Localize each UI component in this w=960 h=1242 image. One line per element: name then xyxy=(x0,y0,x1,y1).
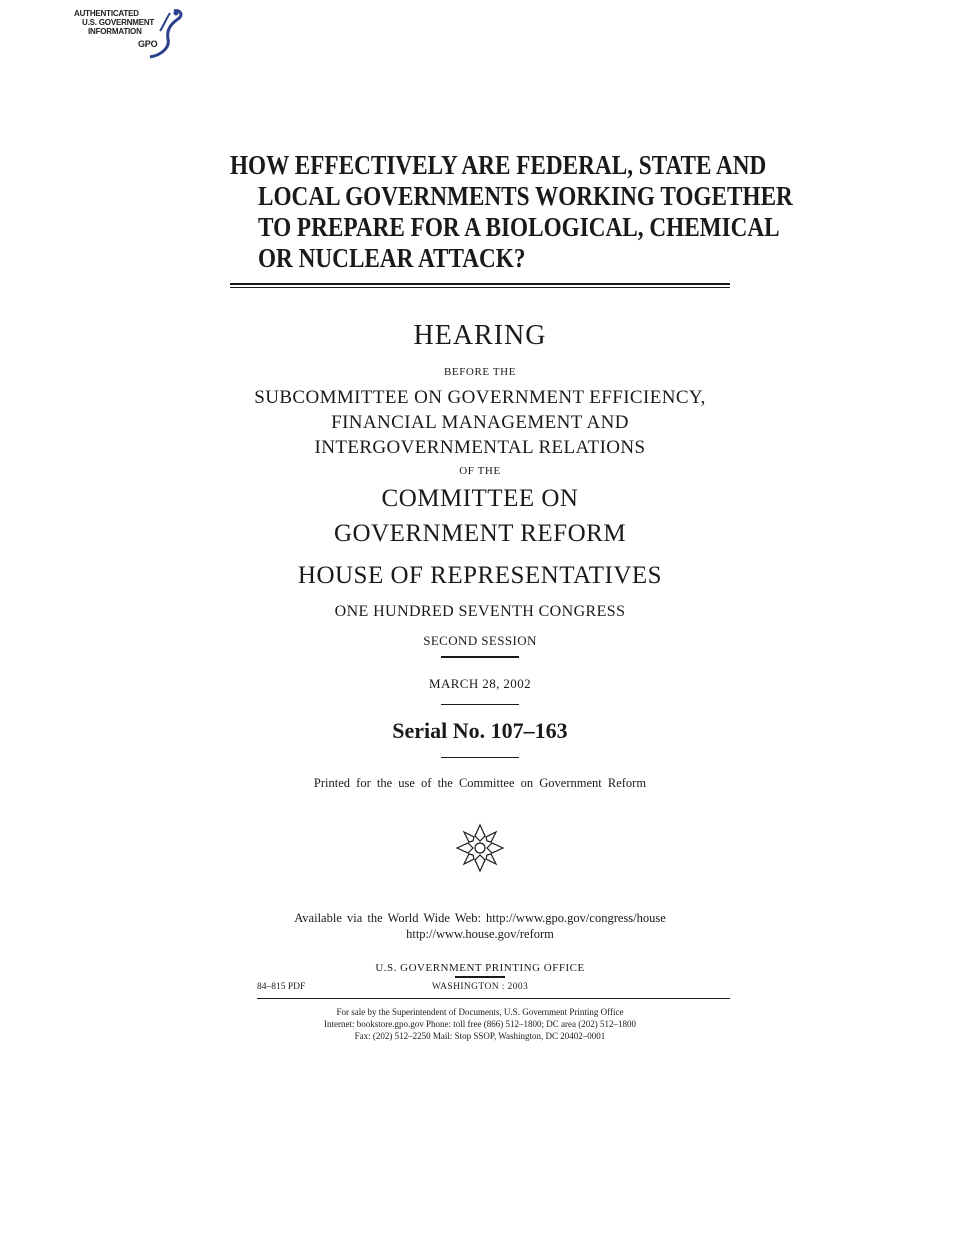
washington-year: WASHINGTON : 2003 xyxy=(431,982,529,992)
printing-office: U.S. GOVERNMENT PRINTING OFFICE xyxy=(375,962,585,974)
seal-text-line: AUTHENTICATED xyxy=(74,9,139,18)
subcommittee-line: INTERGOVERNMENTAL RELATIONS xyxy=(314,437,646,458)
hearing-date: MARCH 28, 2002 xyxy=(428,676,532,691)
subcommittee-line: FINANCIAL MANAGEMENT AND xyxy=(331,412,629,433)
hearing-title xyxy=(230,150,793,274)
house-name: HOUSE OF REPRESENTATIVES xyxy=(297,562,663,589)
of-the-label: OF THE xyxy=(459,465,501,477)
title-line: OR NUCLEAR ATTACK? xyxy=(258,243,526,273)
sale-info-line: Fax: (202) 512–2250 Mail: Stop SSOP, Washington, DC 20402–0001 xyxy=(354,1031,606,1041)
committee-line: GOVERNMENT REFORM xyxy=(333,520,627,547)
footer-rule xyxy=(257,998,730,999)
seal-text-line: GPO xyxy=(138,39,158,49)
title-rule xyxy=(230,283,730,285)
web-availability-line: Available via the World Wide Web: http://www.gpo.gov/congress/house xyxy=(294,911,666,925)
congress-number: ONE HUNDRED SEVENTH CONGRESS xyxy=(334,603,626,620)
eagle-icon xyxy=(140,5,185,60)
sale-info-line: Internet: bookstore.gpo.gov Phone: toll free (866) 512–1800; DC area (202) 512–1800 xyxy=(324,1019,636,1029)
seal-text-line: INFORMATION xyxy=(88,27,142,36)
title-line: LOCAL GOVERNMENTS WORKING TOGETHER xyxy=(258,181,793,211)
divider-rule xyxy=(441,656,519,658)
printed-for-note: Printed for the use of the Committee on Government Reform xyxy=(313,776,647,790)
title-line: HOW EFFECTIVELY ARE FEDERAL, STATE AND xyxy=(230,150,767,180)
sale-info-line: For sale by the Superintendent of Documents, U.S. Government Printing Office xyxy=(336,1007,624,1017)
title-line: TO PREPARE FOR A BIOLOGICAL, CHEMICAL xyxy=(258,212,780,242)
subcommittee-line: SUBCOMMITTEE ON GOVERNMENT EFFICIENCY, xyxy=(254,387,706,408)
session-label: SECOND SESSION xyxy=(423,633,537,648)
gpo-authentication-seal xyxy=(70,5,185,60)
gpo-ornament-icon xyxy=(454,822,506,874)
serial-number: Serial No. 107–163 xyxy=(392,718,568,743)
committee-line: COMMITTEE ON xyxy=(381,485,579,512)
web-availability-line: http://www.house.gov/reform xyxy=(406,927,554,941)
divider-rule xyxy=(455,976,505,978)
seal-text-line: U.S. GOVERNMENT xyxy=(82,18,155,27)
title-rule xyxy=(230,287,730,288)
before-the-label: BEFORE THE xyxy=(443,366,517,378)
divider-rule xyxy=(441,757,519,758)
divider-rule xyxy=(441,704,519,705)
pdf-identifier: 84–815 PDF xyxy=(257,982,306,992)
hearing-heading: HEARING xyxy=(413,320,547,351)
